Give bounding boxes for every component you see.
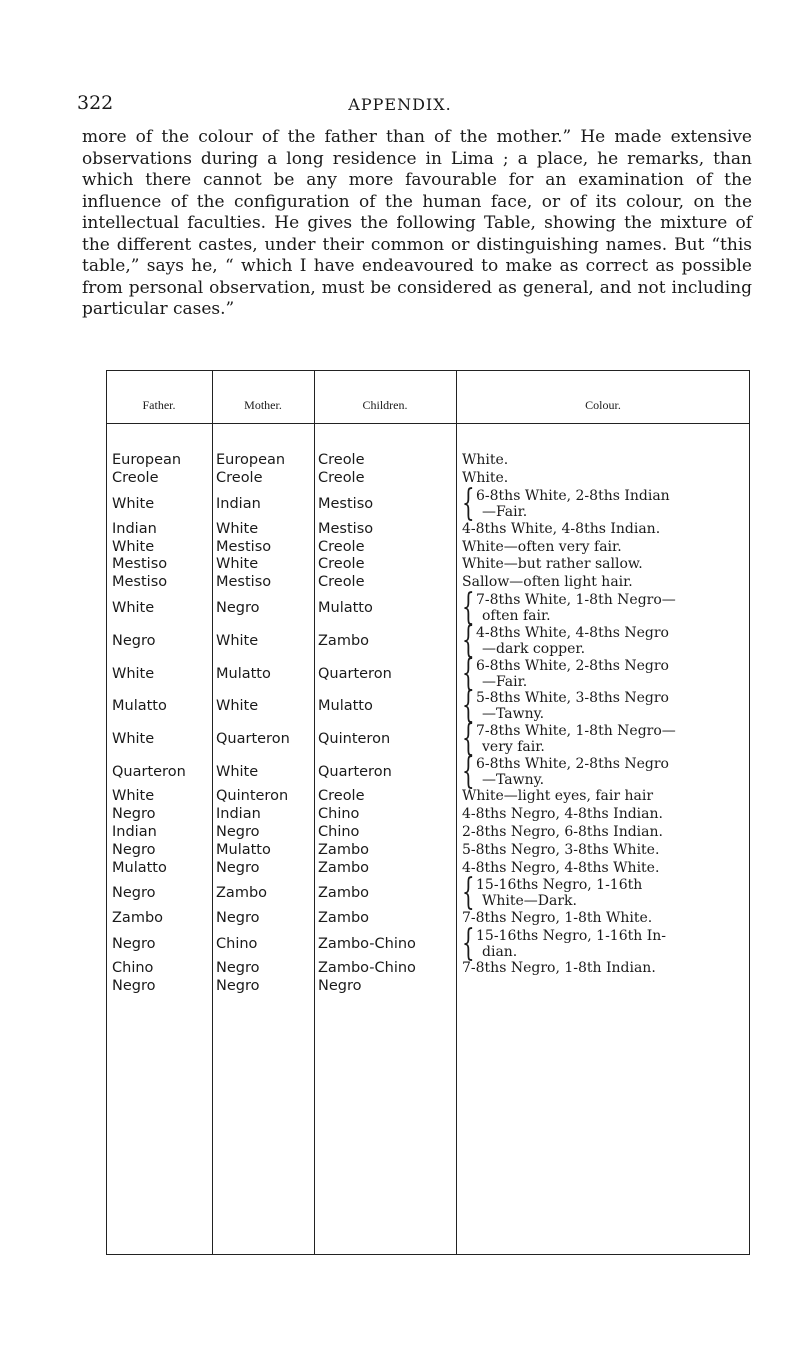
table-row — [106, 483, 750, 524]
colour-line: White. — [462, 452, 509, 468]
brace-mark: { — [462, 685, 475, 726]
cell-mother: Negro — [216, 600, 260, 616]
cell-father: Mulatto — [112, 698, 167, 714]
table-row — [106, 685, 750, 726]
table-row — [106, 452, 750, 470]
cell-father: White — [112, 496, 155, 512]
running-head: APPENDIX. — [348, 95, 452, 114]
colour-line: 6-8ths White, 2-8ths Negro — [476, 756, 669, 772]
cell-father: Negro — [112, 633, 156, 649]
cell-mother: White — [216, 764, 259, 780]
brace-mark: { — [462, 923, 475, 964]
cell-children: Creole — [318, 452, 365, 468]
colour-line: White—but rather sallow. — [462, 556, 643, 572]
colour-line: 2-8ths Negro, 6-8ths Indian. — [462, 824, 663, 840]
table-row — [106, 923, 750, 964]
colour-line: —Fair. — [482, 504, 528, 520]
cell-colour — [462, 718, 750, 759]
cell-mother: Mestiso — [216, 539, 272, 555]
cell-children: Zambo-Chino — [318, 936, 416, 952]
cell-children: Zambo-Chino — [318, 960, 416, 976]
colour-line: —Tawny. — [482, 706, 545, 722]
cell-father: White — [112, 666, 155, 682]
cell-mother: Indian — [216, 806, 261, 822]
cell-father: Creole — [112, 470, 159, 486]
colour-line: White—often very fair. — [462, 539, 622, 555]
cell-mother: European — [216, 452, 286, 468]
table-row — [106, 860, 750, 878]
column-header-colour: Colour. — [585, 398, 621, 412]
brace-mark: { — [462, 872, 475, 913]
cell-colour — [462, 483, 750, 524]
cell-colour — [462, 452, 750, 468]
colour-line: often fair. — [482, 608, 551, 624]
table-row — [106, 521, 750, 539]
colour-line: Sallow—often light hair. — [462, 574, 633, 590]
colour-line: 4-8ths White, 4-8ths Negro — [476, 625, 669, 641]
cell-children: Chino — [318, 824, 360, 840]
cell-mother: Negro — [216, 910, 260, 926]
table-header-rule — [106, 423, 750, 424]
brace-mark: { — [462, 718, 475, 759]
cell-colour — [462, 872, 750, 913]
cell-father: White — [112, 731, 155, 747]
colour-line: White—light eyes, fair hair — [462, 788, 654, 804]
cell-children: Mulatto — [318, 698, 373, 714]
cell-children: Quarteron — [318, 666, 392, 682]
colour-line: 7-8ths Negro, 1-8th White. — [462, 910, 653, 926]
cell-father: Chino — [112, 960, 154, 976]
table-row — [106, 751, 750, 792]
caste-table — [106, 370, 750, 1255]
table-row — [106, 960, 750, 978]
cell-colour — [462, 842, 750, 858]
colour-line: 7-8ths White, 1-8th Negro— — [476, 592, 676, 608]
cell-father: White — [112, 788, 155, 804]
colour-line: dian. — [482, 944, 518, 960]
table-row — [106, 718, 750, 759]
cell-colour — [462, 587, 750, 628]
colour-line: 4-8ths Negro, 4-8ths Indian. — [462, 806, 663, 822]
cell-colour — [462, 653, 750, 694]
cell-father: Zambo — [112, 910, 164, 926]
cell-mother: Mulatto — [216, 666, 271, 682]
cell-father: Negro — [112, 936, 156, 952]
cell-children: Zambo — [318, 910, 370, 926]
table-row — [106, 620, 750, 661]
table-row — [106, 978, 750, 996]
cell-children: Creole — [318, 470, 365, 486]
colour-line: 7-8ths White, 1-8th Negro— — [476, 723, 676, 739]
cell-father: Negro — [112, 885, 156, 901]
cell-mother: Mulatto — [216, 842, 271, 858]
paragraph-text: more of the colour of the father than of the mother.” He made extensive observations during a long residence in Lima ; a place, he remarks, than which there cannot be any more favourable for an examination of the influence of the configuration of the human face, or of its colour, on the intellectual faculties. He gives the following Table, showing the mixture of the different castes, under their common or distinguishing names. But “this table,” says he, “ which I have endeavoured to make as correct as possible from personal observation, must be considered as general, and not including particular cases.” — [82, 127, 752, 319]
column-header-father: Father. — [142, 398, 176, 412]
cell-father: Mestiso — [112, 556, 168, 572]
cell-mother: White — [216, 633, 259, 649]
cell-mother: Chino — [216, 936, 258, 952]
cell-father: Indian — [112, 824, 157, 840]
table-row — [106, 788, 750, 806]
cell-children: Zambo — [318, 842, 370, 858]
cell-colour — [462, 923, 750, 964]
cell-colour — [462, 960, 750, 976]
colour-line: 4-8ths White, 4-8ths Indian. — [462, 521, 661, 537]
cell-colour — [462, 521, 750, 537]
cell-colour — [462, 539, 750, 555]
cell-father: Quarteron — [112, 764, 186, 780]
cell-children: Creole — [318, 539, 365, 555]
brace-mark: { — [462, 587, 475, 628]
colour-line: White. — [462, 470, 509, 486]
cell-mother: Zambo — [216, 885, 268, 901]
cell-children: Mulatto — [318, 600, 373, 616]
cell-father: White — [112, 539, 155, 555]
cell-mother: Quarteron — [216, 731, 290, 747]
cell-mother: Indian — [216, 496, 261, 512]
cell-mother: Negro — [216, 860, 260, 876]
cell-colour — [462, 910, 750, 926]
colour-line: 6-8ths White, 2-8ths Indian — [476, 488, 670, 504]
cell-father: Negro — [112, 842, 156, 858]
cell-children: Negro — [318, 978, 362, 994]
colour-line: 6-8ths White, 2-8ths Negro — [476, 658, 669, 674]
cell-mother: Quinteron — [216, 788, 289, 804]
table-row — [106, 539, 750, 557]
cell-colour — [462, 620, 750, 661]
cell-colour — [462, 860, 750, 876]
cell-colour — [462, 574, 750, 590]
table-row — [106, 653, 750, 694]
cell-mother: White — [216, 521, 259, 537]
table-row — [106, 806, 750, 824]
colour-line: —Fair. — [482, 674, 528, 690]
colour-line: 15-16ths Negro, 1-16th In- — [476, 928, 666, 944]
cell-children: Chino — [318, 806, 360, 822]
cell-mother: Negro — [216, 978, 260, 994]
colour-line: 7-8ths Negro, 1-8th Indian. — [462, 960, 656, 976]
cell-colour — [462, 470, 750, 486]
cell-father: Negro — [112, 806, 156, 822]
colour-line: White—Dark. — [482, 893, 577, 909]
cell-children: Creole — [318, 788, 365, 804]
brace-mark: { — [462, 751, 475, 792]
cell-mother: White — [216, 698, 259, 714]
table-row — [106, 470, 750, 488]
cell-children: Quinteron — [318, 731, 391, 747]
cell-mother: White — [216, 556, 259, 572]
table-row — [106, 824, 750, 842]
table-row — [106, 574, 750, 592]
brace-mark: { — [462, 653, 475, 694]
cell-colour — [462, 685, 750, 726]
cell-children: Creole — [318, 556, 365, 572]
colour-line: 15-16ths Negro, 1-16th — [476, 877, 643, 893]
cell-colour — [462, 824, 750, 840]
colour-line: 5-8ths White, 3-8ths Negro — [476, 690, 669, 706]
cell-children: Zambo — [318, 885, 370, 901]
cell-father: Negro — [112, 978, 156, 994]
column-header-children: Children. — [362, 398, 408, 412]
brace-mark: { — [462, 620, 475, 661]
cell-children: Mestiso — [318, 496, 374, 512]
table-row — [106, 872, 750, 913]
table-row — [106, 556, 750, 574]
colour-line: 5-8ths Negro, 3-8ths White. — [462, 842, 660, 858]
colour-line: —Tawny. — [482, 772, 545, 788]
cell-father: European — [112, 452, 182, 468]
cell-colour — [462, 556, 750, 572]
body-paragraph — [82, 127, 752, 321]
column-header-mother: Mother. — [244, 398, 282, 412]
cell-father: Mestiso — [112, 574, 168, 590]
cell-colour — [462, 806, 750, 822]
colour-line: —dark copper. — [482, 641, 586, 657]
cell-father: Indian — [112, 521, 157, 537]
cell-colour — [462, 788, 750, 804]
colour-line: 4-8ths Negro, 4-8ths White. — [462, 860, 660, 876]
cell-colour — [462, 751, 750, 792]
cell-children: Zambo — [318, 860, 370, 876]
cell-children: Creole — [318, 574, 365, 590]
table-row — [106, 587, 750, 628]
cell-children: Zambo — [318, 633, 370, 649]
cell-children: Quarteron — [318, 764, 392, 780]
table-row — [106, 910, 750, 928]
cell-mother: Creole — [216, 470, 263, 486]
cell-father: White — [112, 600, 155, 616]
cell-mother: Mestiso — [216, 574, 272, 590]
page-number: 322 — [77, 92, 114, 114]
cell-father: Mulatto — [112, 860, 167, 876]
cell-mother: Negro — [216, 960, 260, 976]
cell-children: Mestiso — [318, 521, 374, 537]
table-row — [106, 842, 750, 860]
cell-mother: Negro — [216, 824, 260, 840]
colour-line: very fair. — [482, 739, 545, 755]
brace-mark: { — [462, 483, 475, 524]
